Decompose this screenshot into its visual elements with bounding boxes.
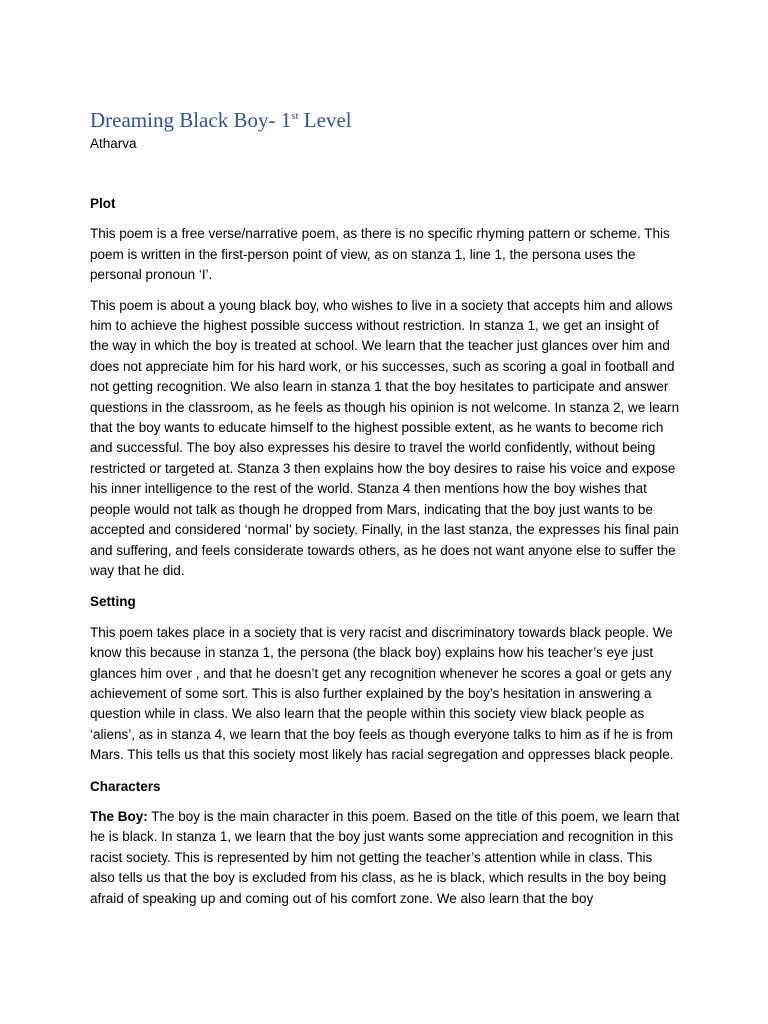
plot-heading: Plot xyxy=(90,196,116,211)
title-suffix: Level xyxy=(298,108,352,132)
author-name: Atharva xyxy=(90,136,137,151)
title-main: Dreaming Black Boy- 1 xyxy=(90,108,292,132)
character-boy-text: The boy is the main character in this poem. Based on the title of this poem, we learn that he is black. In stanza 1, we learn that the boy just wants some appreciation and recognition in this racist society. This is represented by him not getting the teacher’s attention while in class. This also tells us that the boy is excluded from his class, as he is black, which results in the boy being afraid of speaking up and coming out of his comfort zone. We also learn that the boy xyxy=(90,808,680,906)
setting-paragraph: This poem takes place in a society that is very racist and discriminatory towards black people. We know this because in stanza 1, the persona (the black boy) explains how his teacher’s eye just glances him over , and that he doesn’t get any recognition whenever he scores a goal or gets any achievement of some sort. This is also further explained by the boy’s hesitation in answering a question while in class. We also learn that the people within this society view black people as ‘aliens’, as in stanza 4, we learn that the boy feels as though everyone talks to him as if he is from Mars. This tells us that this society most likely has racial segregation and oppresses black people. xyxy=(90,624,674,763)
document-body xyxy=(90,194,680,909)
character-boy-paragraph xyxy=(90,807,680,909)
title-superscript: st xyxy=(291,110,299,122)
character-boy-label: The Boy: xyxy=(90,808,148,824)
characters-heading: Characters xyxy=(90,778,161,794)
setting-heading: Setting xyxy=(90,594,136,610)
plot-paragraph-2: This poem is about a young black boy, who wishes to live in a society that accepts him and allows him to achieve the highest possible success without restriction. In stanza 1, we get an insight of the way in which the boy is treated at school. We learn that the teacher just glances over him and does not appreciate him for his hard work, or his successes, such as scoring a goal in football and not getting recognition. We also learn in stanza 1 that the boy hesitates to participate and answer questions in the classroom, as he feels as though his opinion is not welcome. In stanza 2, we learn that the boy wants to educate himself to the highest possible extent, as he wants to become rich and successful. The boy also expresses his desire to travel the world confidently, without being restricted or targeted at. Stanza 3 then explains how the boy desires to raise his voice and expose his inner intelligence to the rest of the world. Stanza 4 then mentions how the boy wishes that people would not talk as though he dropped from Mars, indicating that the boy just wants to be accepted and considered ‘normal’ by society. Finally, in the last stanza, the expresses his final pain and suffering, and feels considerate towards others, as he does not want anyone else to suffer the way that he did. xyxy=(90,297,680,578)
plot-paragraph-1: This poem is a free verse/narrative poem, as there is no specific rhyming pattern or scheme. This poem is written in the first-person point of view, as on stanza 1, line 1, the persona uses the personal pronoun ‘I’. xyxy=(90,226,670,283)
document-title xyxy=(90,106,352,134)
